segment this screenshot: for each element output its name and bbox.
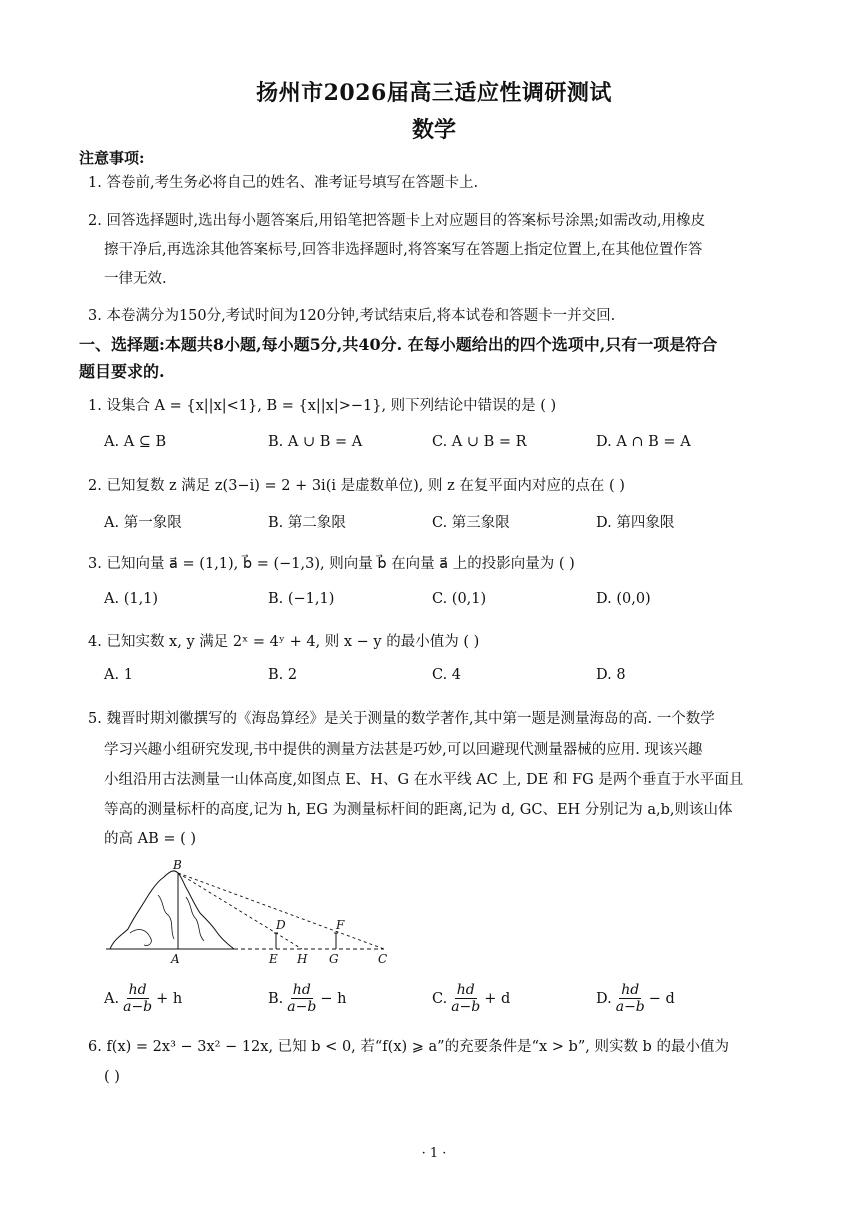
q5-option-a-suffix: + h: [156, 990, 183, 1007]
q2-option-c: C. 第三象限: [432, 515, 510, 531]
q5-option-b-fraction: [285, 982, 318, 1015]
fraction-denominator: a−b: [123, 999, 153, 1015]
q1-option-a: A. A ⊆ B: [104, 434, 167, 450]
q5-option-d-suffix: − d: [648, 990, 675, 1007]
q5-option-d-fraction: [614, 982, 647, 1015]
fraction-denominator: a−b: [615, 999, 645, 1015]
q4-option-b: B. 2: [268, 667, 298, 683]
q3-option-a: A. (1,1): [104, 591, 159, 607]
notice-item-2: 2. 回答选择题时,选出每小题答案后,用铅笔把答题卡上对应题目的答案标号涂黑;如需改动,用橡皮: [88, 213, 706, 229]
label-b: B: [173, 858, 182, 872]
q2-option-d: D. 第四象限: [596, 515, 675, 531]
q4-option-d: D. 8: [596, 667, 626, 683]
q5-option-a-fraction: [121, 982, 154, 1015]
q5-option-d-letter: D.: [596, 990, 612, 1007]
q5-option-c-suffix: + d: [484, 990, 511, 1007]
fraction-numerator: hd: [621, 982, 640, 998]
q5-option-d: [596, 982, 675, 1015]
subject-title: 数学: [411, 117, 456, 143]
q1-option-d: D. A ∩ B = A: [596, 434, 691, 450]
page-title: 扬州市2026届高三适应性调研测试: [256, 80, 612, 106]
q4-option-a: A. 1: [104, 667, 133, 683]
mountain-figure: [100, 855, 400, 967]
question-2-stem: 2. 已知复数 z 满足 z(3−i) = 2 + 3i(i 是虚数单位), 则 z 在复平面内对应的点在 ( ): [88, 478, 625, 494]
q4-option-c: C. 4: [432, 667, 462, 683]
label-a: A: [171, 952, 180, 966]
question-1-stem: 1. 设集合 A = {x||x|<1}, B = {x||x|>−1}, 则下列结论中错误的是 ( ): [88, 398, 557, 414]
label-h: H: [297, 952, 308, 966]
q3-option-d: D. (0,0): [596, 591, 651, 607]
q5-option-b-letter: B.: [268, 990, 284, 1007]
notice-item-2-end: 一律无效.: [104, 271, 167, 287]
q5-option-c: [432, 982, 510, 1015]
label-c: C: [378, 952, 388, 966]
q5-option-a: [104, 982, 182, 1015]
question-3-stem: 3. 已知向量 a⃗ = (1,1), b⃗ = (−1,3), 则向量 b⃗ 在向量 a⃗ 上的投影向量为 ( ): [88, 556, 575, 572]
label-f: F: [336, 918, 345, 932]
q5-option-c-fraction: [449, 982, 482, 1015]
label-e: E: [269, 952, 278, 966]
fraction-denominator: a−b: [451, 999, 481, 1015]
q2-option-b: B. 第二象限: [268, 515, 346, 531]
q3-option-c: C. (0,1): [432, 591, 487, 607]
question-5-line-4: 等高的测量标杆的高度,记为 h, EG 为测量标杆间的距离,记为 d, GC、EH 分别记为 a,b,则该山体: [104, 802, 733, 818]
q5-option-b: [268, 982, 346, 1015]
question-4-stem: 4. 已知实数 x, y 满足 2ˣ = 4ʸ + 4, 则 x − y 的最小值为 ( ): [88, 634, 480, 650]
question-5-line-5: 的高 AB = ( ): [104, 831, 197, 847]
question-5-line-1: 5. 魏晋时期刘徽撰写的《海岛算经》是关于测量的数学著作,其中第一题是测量海岛的高. 一个数学: [88, 711, 715, 727]
notice-item-1: 1. 答卷前,考生务必将自己的姓名、准考证号填写在答题卡上.: [88, 175, 479, 191]
q3-option-b: B. (−1,1): [268, 591, 335, 607]
label-g: G: [329, 952, 339, 966]
question-6-line-2: ( ): [104, 1069, 120, 1085]
page-number: · 1 ·: [421, 1146, 447, 1161]
question-5-line-3: 小组沿用古法测量一山体高度,如图点 E、H、G 在水平线 AC 上, DE 和 FG 是两个垂直于水平面且: [104, 772, 744, 788]
section-heading: 一、选择题:本题共8小题,每小题5分,共40分. 在每小题给出的四个选项中,只有一项是符合: [79, 335, 718, 354]
notice-item-2-cont: 擦干净后,再选涂其他答案标号,回答非选择题时,将答案写在答题上指定位置上,在其他位置作答: [104, 242, 703, 258]
q5-option-b-suffix: − h: [320, 990, 347, 1007]
question-6-line-1: 6. f(x) = 2x³ − 3x² − 12x, 已知 b < 0, 若“f(x) ⩾ a”的充要条件是“x > b”, 则实数 b 的最小值为: [88, 1039, 729, 1055]
fraction-numerator: hd: [292, 982, 311, 998]
q5-option-c-letter: C.: [432, 990, 448, 1007]
q2-option-a: A. 第一象限: [104, 515, 182, 531]
fraction-numerator: hd: [456, 982, 475, 998]
notice-heading: 注意事项:: [79, 149, 145, 167]
q1-option-b: B. A ∪ B = A: [268, 434, 363, 450]
q5-option-a-letter: A.: [104, 990, 120, 1007]
section-heading-cont: 题目要求的.: [79, 362, 165, 381]
label-d: D: [276, 918, 286, 932]
fraction-denominator: a−b: [287, 999, 317, 1015]
question-5-line-2: 学习兴趣小组研究发现,书中提供的测量方法甚是巧妙,可以回避现代测量器械的应用. 现该兴趣: [104, 742, 703, 758]
notice-item-3: 3. 本卷满分为150分,考试时间为120分钟,考试结束后,将本试卷和答题卡一并交回.: [88, 308, 616, 324]
q1-option-c: C. A ∪ B = R: [432, 434, 527, 450]
fraction-numerator: hd: [128, 982, 147, 998]
